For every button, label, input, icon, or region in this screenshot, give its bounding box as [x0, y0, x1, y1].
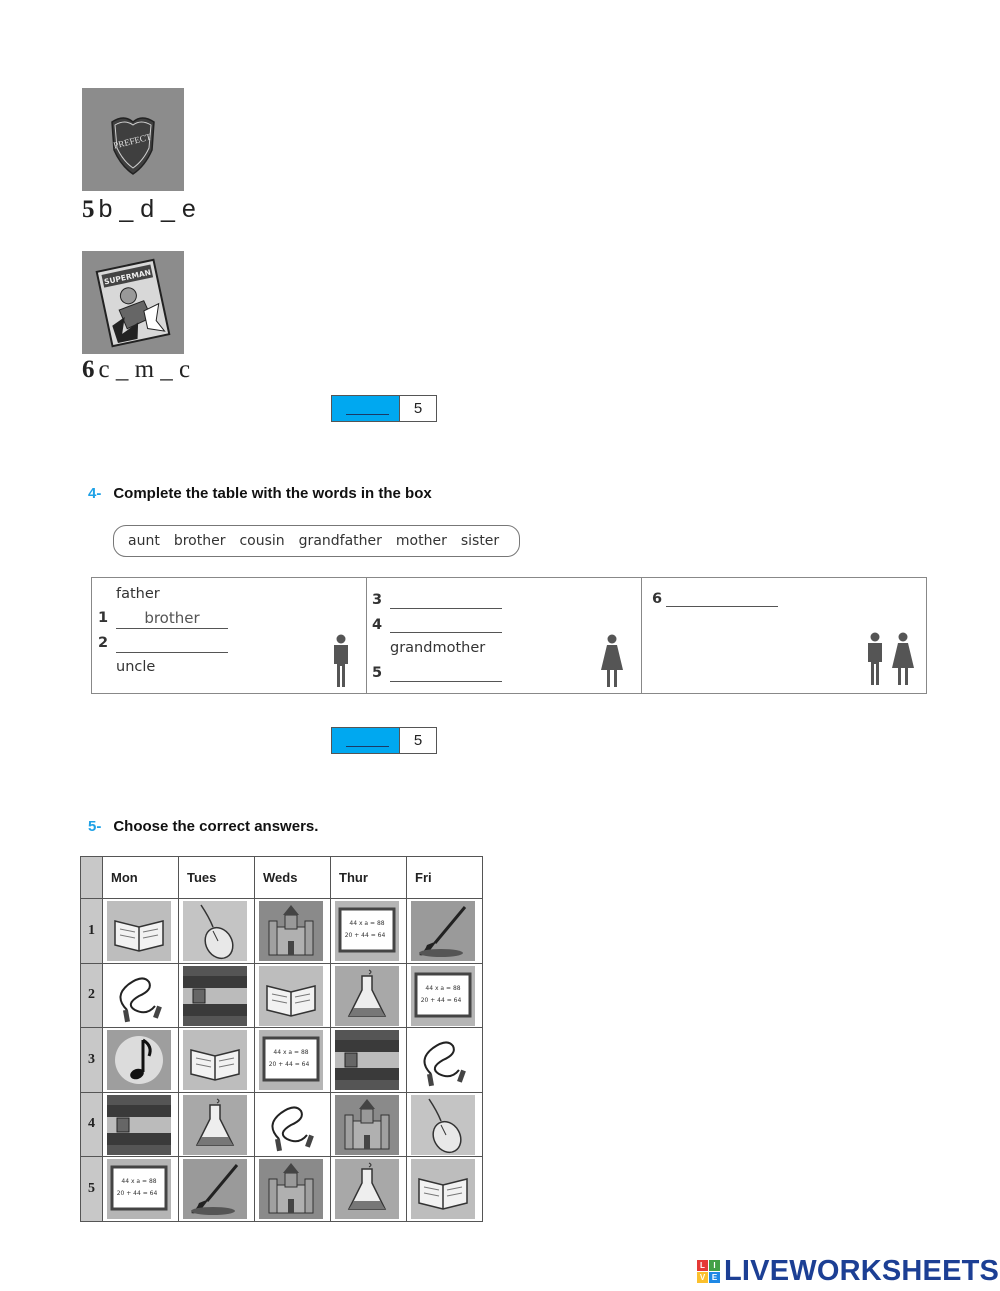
- svg-text:44 x a = 88: 44 x a = 88: [121, 1178, 157, 1185]
- answer-field-2[interactable]: [116, 633, 228, 653]
- timetable-cell[interactable]: [179, 1092, 255, 1157]
- family-column-male: [92, 578, 367, 693]
- answer-field-3[interactable]: [390, 589, 502, 609]
- item-number: 1: [98, 610, 109, 626]
- timetable-cell[interactable]: [331, 1028, 407, 1093]
- task-number: 4-: [88, 485, 102, 502]
- word-brother: brother: [173, 533, 226, 549]
- answer-field-1[interactable]: brother: [116, 609, 228, 629]
- word-father: father: [116, 586, 160, 602]
- task-heading-4: [88, 485, 432, 502]
- timetable-row: [81, 963, 483, 1028]
- timetable-cell[interactable]: [103, 899, 179, 964]
- male-and-female-icon: [864, 632, 916, 686]
- svg-text:PREFECT: PREFECT: [112, 131, 153, 151]
- corner-cell: [81, 857, 103, 899]
- castle-icon: [259, 1159, 323, 1219]
- svg-text:44 x a = 88: 44 x a = 88: [349, 920, 385, 927]
- castle-icon: [335, 1095, 399, 1155]
- family-table: [91, 577, 927, 694]
- item-number: 2: [98, 635, 109, 651]
- word-mother: mother: [395, 533, 447, 549]
- clue-letters: b _ d _ e: [98, 195, 196, 223]
- timetable-row: [81, 1092, 483, 1157]
- score-box-exercise3: [331, 395, 437, 422]
- skipping-rope-icon: [107, 966, 171, 1026]
- timetable-cell[interactable]: [255, 1028, 331, 1093]
- flask-icon: [335, 966, 399, 1026]
- clue-number: 5: [82, 196, 95, 223]
- timetable-grid: [80, 856, 483, 1222]
- answer-field-6[interactable]: [666, 587, 778, 607]
- male-person-icon: [330, 634, 352, 688]
- clue-6: [82, 356, 190, 384]
- row-number: 1: [81, 899, 103, 964]
- task-number: 5-: [88, 818, 102, 835]
- timetable-cell[interactable]: [103, 1028, 179, 1093]
- prefect-badge-image: [82, 88, 184, 191]
- score-input[interactable]: [332, 396, 400, 421]
- timetable-cell[interactable]: [407, 963, 483, 1028]
- skipping-rope-icon: [259, 1095, 323, 1155]
- logo-text: LIVEWORKSHEETS: [724, 1255, 1000, 1287]
- task-heading-5: [88, 818, 318, 835]
- score-max: 5: [413, 400, 423, 417]
- whiteboard-icon: [335, 901, 399, 961]
- timetable-row: [81, 1157, 483, 1222]
- timetable-cell[interactable]: [331, 1092, 407, 1157]
- svg-text:44 x a = 88: 44 x a = 88: [273, 1049, 309, 1056]
- timetable-cell[interactable]: [179, 1157, 255, 1222]
- item-number: 5: [372, 665, 383, 681]
- timetable-cell[interactable]: [179, 1028, 255, 1093]
- spanish-flag-icon: [335, 1030, 399, 1090]
- paintbrush-icon: [411, 901, 475, 961]
- word-grandmother: grandmother: [390, 640, 486, 656]
- skipping-rope-icon: [411, 1030, 475, 1090]
- row-number: 5: [81, 1157, 103, 1222]
- book-icon: [107, 901, 171, 961]
- spanish-flag-icon: [183, 966, 247, 1026]
- mouse-icon: [183, 901, 247, 961]
- svg-text:20 + 44 = 64: 20 + 44 = 64: [116, 1190, 158, 1197]
- clue-letters: c _ m _ c: [98, 356, 191, 383]
- logo-tile: I: [709, 1260, 720, 1271]
- item-number: 4: [372, 617, 383, 633]
- music-note-icon: [107, 1030, 171, 1090]
- svg-text:SUPERMAN: SUPERMAN: [103, 267, 152, 287]
- timetable-cell[interactable]: [331, 1157, 407, 1222]
- book-icon: [183, 1030, 247, 1090]
- timetable-cell[interactable]: [255, 1092, 331, 1157]
- whiteboard-icon: [259, 1030, 323, 1090]
- timetable-cell[interactable]: [331, 899, 407, 964]
- svg-text:20 + 44 = 64: 20 + 44 = 64: [420, 996, 462, 1004]
- whiteboard-icon: [411, 966, 475, 1026]
- day-fri: Fri: [407, 857, 483, 899]
- timetable-cell[interactable]: [407, 1157, 483, 1222]
- logo-tile: L: [697, 1260, 708, 1271]
- timetable-cell[interactable]: [255, 1157, 331, 1222]
- word-box: [113, 525, 520, 557]
- flask-icon: [335, 1159, 399, 1219]
- row-number: 3: [81, 1028, 103, 1093]
- word-uncle: uncle: [116, 659, 156, 675]
- svg-text:44 x a = 88: 44 x a = 88: [425, 984, 461, 992]
- clue-number: 6: [82, 356, 95, 383]
- timetable-cell[interactable]: [179, 963, 255, 1028]
- family-column-both: [642, 578, 926, 693]
- answer-field-5[interactable]: [390, 662, 502, 682]
- timetable-cell[interactable]: [255, 899, 331, 964]
- day-mon: Mon: [103, 857, 179, 899]
- comic-book-image: [82, 251, 184, 354]
- flask-icon: [183, 1095, 247, 1155]
- word-cousin: cousin: [239, 533, 285, 549]
- castle-icon: [259, 901, 323, 961]
- task-instruction: Choose the correct answers.: [113, 818, 319, 835]
- female-person-icon: [599, 634, 625, 688]
- book-icon: [259, 966, 323, 1026]
- row-number: 4: [81, 1092, 103, 1157]
- score-input[interactable]: [332, 728, 400, 753]
- row-number: 2: [81, 963, 103, 1028]
- spanish-flag-icon: [107, 1095, 171, 1155]
- liveworksheets-logo: [697, 1255, 999, 1288]
- book-icon: [411, 1159, 475, 1219]
- item-number: 6: [652, 591, 663, 607]
- logo-tile: V: [697, 1272, 708, 1283]
- timetable-row: [81, 899, 483, 964]
- clue-5: [82, 195, 196, 224]
- score-box-exercise4: [331, 727, 437, 754]
- day-tues: Tues: [179, 857, 255, 899]
- svg-text:20 + 44 = 64: 20 + 44 = 64: [344, 932, 386, 939]
- mouse-icon: [411, 1095, 475, 1155]
- timetable-cell[interactable]: [103, 1157, 179, 1222]
- timetable-cell[interactable]: [407, 1028, 483, 1093]
- timetable-cell[interactable]: [103, 1092, 179, 1157]
- task-instruction: Complete the table with the words in the box: [113, 485, 432, 502]
- day-thur: Thur: [331, 857, 407, 899]
- timetable-cell[interactable]: [179, 899, 255, 964]
- timetable-cell[interactable]: [407, 899, 483, 964]
- answer-field-4[interactable]: [390, 613, 502, 633]
- score-max: 5: [413, 732, 423, 749]
- item-number: 3: [372, 592, 383, 608]
- timetable-cell[interactable]: [407, 1092, 483, 1157]
- svg-text:20 + 44 = 64: 20 + 44 = 64: [268, 1061, 310, 1068]
- word-sister: sister: [460, 533, 500, 549]
- logo-tile: E: [709, 1272, 720, 1283]
- word-grandfather: grandfather: [298, 533, 382, 549]
- paintbrush-icon: [183, 1159, 247, 1219]
- timetable-cell[interactable]: [103, 963, 179, 1028]
- whiteboard-icon: [107, 1159, 171, 1219]
- timetable-header-row: [81, 857, 483, 899]
- timetable-row: [81, 1028, 483, 1093]
- logo-tiles: [697, 1260, 720, 1283]
- family-column-female: [367, 578, 642, 693]
- day-weds: Weds: [255, 857, 331, 899]
- word-aunt: aunt: [128, 533, 160, 549]
- timetable-cell[interactable]: [255, 963, 331, 1028]
- timetable-cell[interactable]: [331, 963, 407, 1028]
